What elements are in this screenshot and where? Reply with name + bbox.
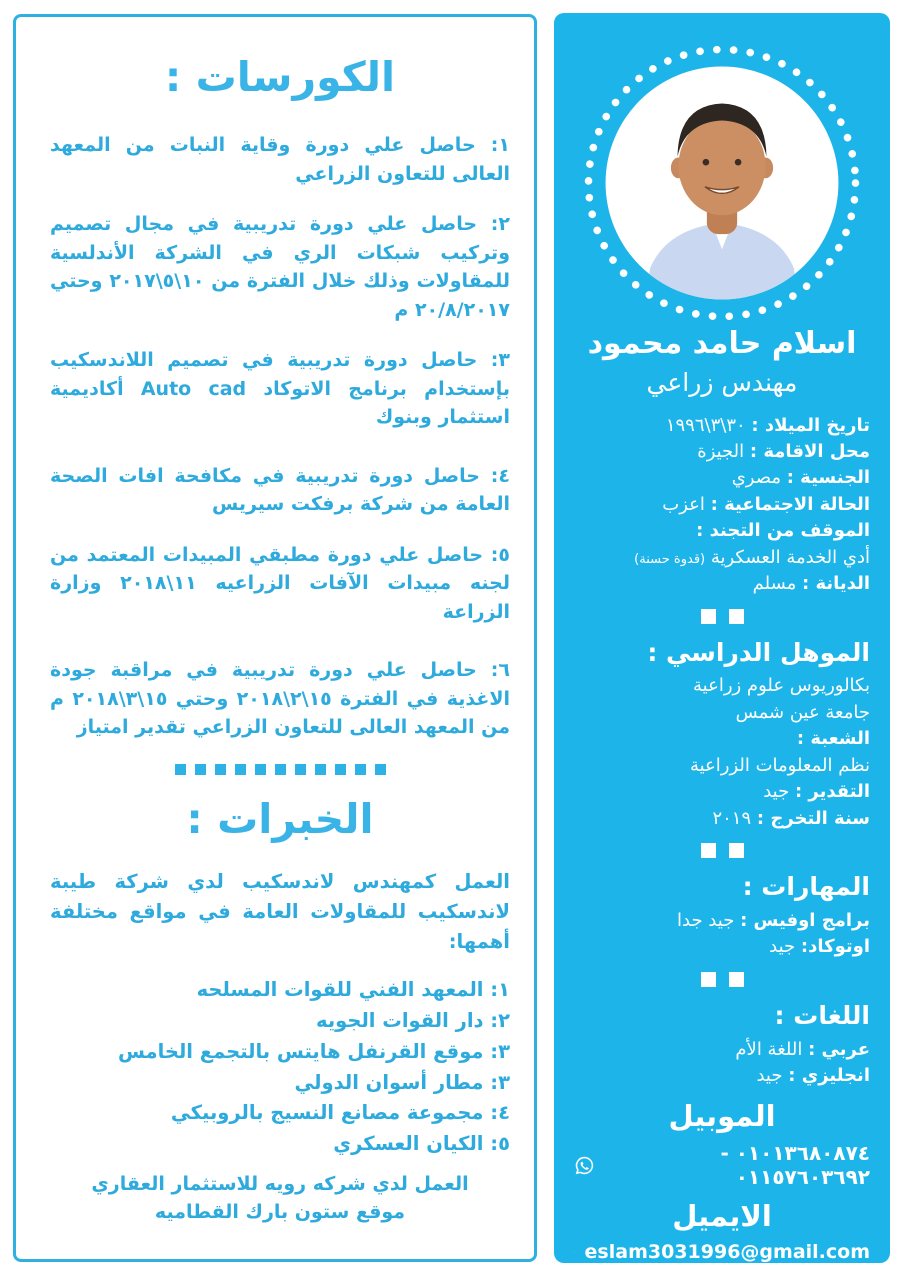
skill-level: جيد جدا <box>677 909 735 931</box>
course-item: ٣: حاصل دورة تدريبية في تصميم اللاندسكيب بإستخدام برنامج الاتوكاد Auto cad أكاديمية استثمار وبنوك <box>50 349 510 428</box>
education-value: بكالوريوس علوم زراعية <box>693 675 870 697</box>
dot <box>275 764 286 775</box>
mobile-heading: الموبيل <box>668 1099 776 1134</box>
personal-info <box>574 413 870 598</box>
email-row <box>574 1241 870 1263</box>
section-separator <box>574 609 870 624</box>
info-label: الحالة الاجتماعية : <box>710 493 870 515</box>
education-row <box>574 700 870 726</box>
dot <box>255 764 266 775</box>
dot <box>355 764 366 775</box>
course-item: ٥: حاصل علي دورة مطبقي المبيدات المعتمد من لجنه مبيدات الآفات الزراعيه ١١\٢٠١٨ وزارة الزراعة <box>50 543 510 623</box>
info-label: تاريخ الميلاد : <box>751 414 870 436</box>
profile-photo <box>580 41 864 325</box>
courses-heading: الكورسات : <box>164 53 396 101</box>
dot <box>375 764 386 775</box>
email-address: eslam3031996@gmail.com <box>584 1241 870 1263</box>
experience-site: ١: المعهد الفني للقوات المسلحه <box>196 978 510 1002</box>
dot <box>215 764 226 775</box>
language-label: عربي : <box>808 1038 870 1060</box>
info-row <box>574 413 870 439</box>
square <box>701 972 716 987</box>
experience-site: ٢: دار القوات الجويه <box>316 1008 510 1032</box>
experience-sites-list <box>50 975 510 1160</box>
square <box>701 843 716 858</box>
info-row <box>574 545 870 571</box>
dot <box>315 764 326 775</box>
info-row <box>574 571 870 597</box>
skill-label: اوتوكاد: <box>800 936 870 958</box>
info-value: اعزب <box>662 493 705 515</box>
job-title: مهندس زراعي <box>646 367 798 397</box>
email-heading: الايميل <box>672 1199 772 1234</box>
education-label: الشعبة : <box>796 728 870 750</box>
info-value: مصري <box>731 467 781 489</box>
experience-site: ٥: الكيان العسكري <box>333 1132 510 1156</box>
info-label: محل الاقامة : <box>749 440 870 462</box>
dot <box>335 764 346 775</box>
dot <box>175 764 186 775</box>
info-row <box>574 465 870 491</box>
courses-experience-panel <box>13 14 537 1262</box>
experience-heading: الخبرات : <box>186 794 374 843</box>
education-row <box>574 806 870 832</box>
info-value: ٣٠\٣\١٩٩٦ <box>665 414 746 436</box>
section-separator <box>574 972 870 987</box>
skills-section <box>574 869 870 961</box>
skills-heading: المهارات : <box>742 872 870 902</box>
envelope-icon <box>574 1242 575 1262</box>
dot <box>195 764 206 775</box>
language-row <box>574 1037 870 1063</box>
info-row <box>574 518 870 544</box>
education-row <box>574 753 870 779</box>
info-label: الجنسية : <box>786 467 870 489</box>
experience-footer-line: العمل لدي شركه رويه للاستثمار العقاري <box>91 1172 469 1195</box>
language-row <box>574 1063 870 1089</box>
info-value: مسلم <box>752 573 797 595</box>
square <box>701 609 716 624</box>
square <box>729 843 744 858</box>
course-item: ٦: حاصل علي دورة تدريبية في مراقبة جودة الاغذية في الفترة ١٥\٢\٢٠١٨ وحتي ١٥\٣\٢٠١٨ م من المعهد العالى للتعاون الزراعي تقدير امتياز <box>50 659 510 738</box>
course-item: ٤: حاصل دورة تدريبية في مكافحة افات الصحة العامة من شركة برفكت سيريس <box>50 464 510 515</box>
info-label: الديانة : <box>802 573 870 595</box>
course-item: ١: حاصل علي دورة وقاية النبات من المعهد العالى للتعاون الزراعي <box>50 134 510 185</box>
square <box>729 609 744 624</box>
info-value: الجيزة <box>697 440 745 462</box>
education-value: جامعة عين شمس <box>735 701 870 723</box>
skill-row <box>574 934 870 960</box>
info-row <box>574 439 870 465</box>
info-row <box>574 492 870 518</box>
info-value: أدي الخدمة العسكرية <box>710 546 870 568</box>
info-value-note: (قدوة حسنة) <box>634 551 706 567</box>
experience-site: ٤: مجموعة مصانع النسيج بالروبيكي <box>170 1101 510 1125</box>
section-separator <box>574 843 870 858</box>
education-label: التقدير : <box>794 781 870 803</box>
experience-footer-line: موقع ستون بارك القطاميه <box>154 1201 406 1224</box>
person-name: اسلام حامد محمود <box>587 326 857 361</box>
dotted-separator <box>50 764 510 775</box>
education-value: جيد <box>763 781 790 803</box>
education-row <box>574 779 870 805</box>
language-label: انجليزي : <box>788 1065 870 1086</box>
language-level: جيد <box>756 1065 783 1086</box>
square <box>729 972 744 987</box>
phone-numbers: ٠١٠١٣٦٨٠٨٧٤ - ٠١١٥٧٦٠٣٦٩٢ <box>720 1141 870 1190</box>
education-row <box>574 673 870 699</box>
skill-level: جيد <box>769 936 796 958</box>
dot <box>295 764 306 775</box>
skill-row <box>574 908 870 934</box>
experience-site: ٣: موقع القرنفل هايتس بالتجمع الخامس <box>117 1039 510 1063</box>
education-row <box>574 726 870 752</box>
course-item: ٢: حاصل علي دورة تدريبية في مجال تصميم وتركيب شبكات الري في الشركة الأندلسية للمقاولات وذلك خلال الفترة من ١٠\٥\٢٠١٧ وحتي ٢٠/٨/٢٠١٧ م <box>50 213 510 321</box>
education-label: سنة التخرج : <box>756 807 870 829</box>
experience-site: ٣: مطار أسوان الدولي <box>294 1070 510 1094</box>
education-section <box>574 635 870 832</box>
skill-label: برامج اوفيس : <box>740 909 870 931</box>
info-label: الموقف من التجند : <box>696 520 870 542</box>
dot <box>235 764 246 775</box>
languages-section <box>574 998 870 1090</box>
whatsapp-icon <box>574 1154 595 1177</box>
education-value: ٢٠١٩ <box>712 807 752 829</box>
language-level: اللغة الأم <box>735 1038 803 1060</box>
experience-intro: العمل كمهندس لاندسكيب لدي شركة طيبة لاندسكيب للمقاولات العامة في مواقع مختلفة أهمها: <box>50 869 510 953</box>
languages-heading: اللغات : <box>774 1000 870 1030</box>
education-value: نظم المعلومات الزراعية <box>689 754 870 776</box>
phone-row <box>574 1141 870 1189</box>
experience-footer <box>50 1170 510 1227</box>
education-heading: الموهل الدراسي : <box>647 637 870 667</box>
cv-sidebar <box>554 13 890 1263</box>
